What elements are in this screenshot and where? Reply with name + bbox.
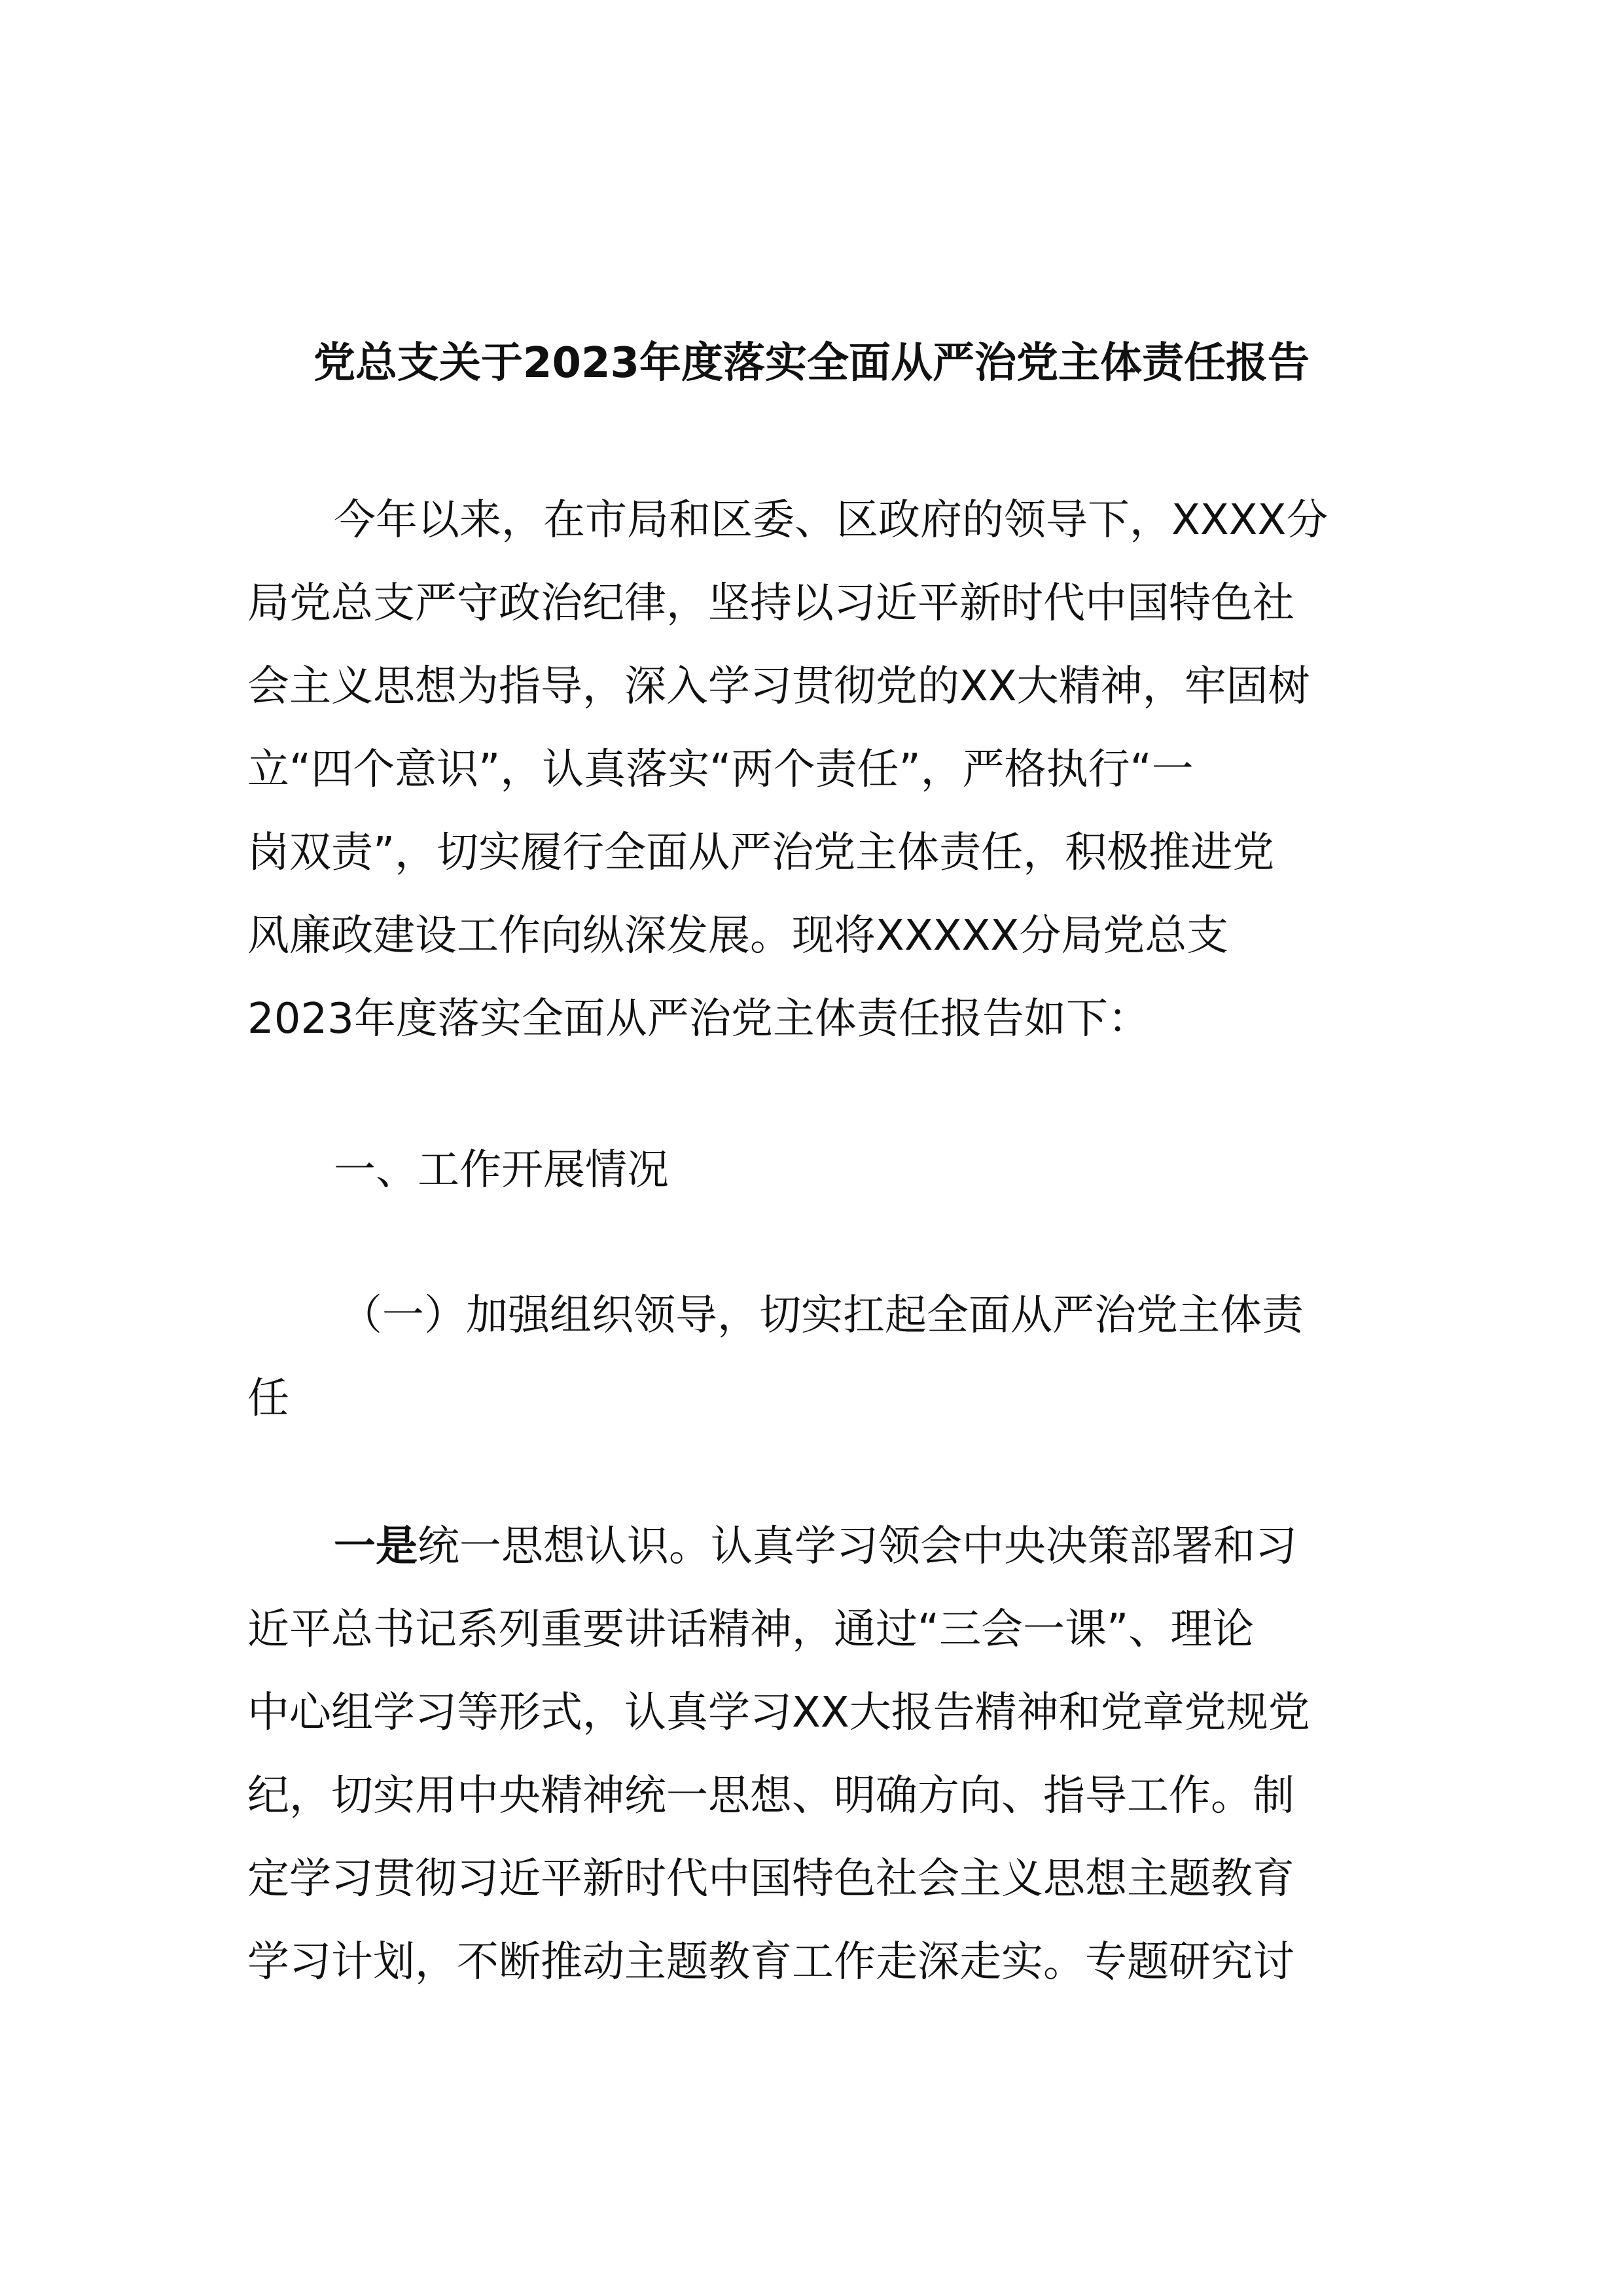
point-one-line-2: 近平总书记系列重要讲话精神，通过“三会一课”、理论	[247, 1605, 1255, 1654]
document-title: 党总支关于2023年度落实全面从严治党主体责任报告	[313, 339, 1310, 387]
section-heading: 一、工作开展情况	[334, 1146, 669, 1194]
subsection-line-1: （一）加强组织领导，切实扛起全面从严治党主体责	[340, 1291, 1304, 1340]
point-one-first-rest: 统一思想认识。认真学习领会中央决策部署和习	[418, 1522, 1297, 1571]
intro-line-6: 风廉政建设工作向纵深发展。现将XXXXX分局党总支	[247, 912, 1229, 960]
intro-line-1: 今年以来，在市局和区委、区政府的领导下，XXXX分	[334, 496, 1329, 545]
point-one-lead: 一是	[334, 1522, 418, 1571]
point-one-line-3: 中心组学习等形式，认真学习XX大报告精神和党章党规党	[247, 1689, 1310, 1737]
intro-line-4: 立“四个意识”，认真落实“两个责任”，严格执行“一	[247, 745, 1194, 794]
intro-line-2: 局党总支严守政治纪律，坚持以习近平新时代中国特色社	[247, 579, 1294, 628]
subsection-line-2: 任	[247, 1374, 289, 1423]
intro-line-7: 2023年度落实全面从严治党主体责任报告如下：	[247, 995, 1150, 1043]
point-one-line-4: 纪，切实用中央精神统一思想、明确方向、指导工作。制	[247, 1772, 1294, 1820]
point-one-line-5: 定学习贯彻习近平新时代中国特色社会主义思想主题教育	[247, 1855, 1294, 1903]
intro-line-5: 岗双责”，切实履行全面从严治党主体责任，积极推进党	[247, 829, 1275, 877]
point-one-line-1	[334, 1514, 1297, 1579]
intro-line-3: 会主义思想为指导，深入学习贯彻党的XX大精神，牢固树	[247, 662, 1310, 711]
point-one-line-6: 学习计划，不断推动主题教育工作走深走实。专题研究讨	[247, 1938, 1294, 1986]
